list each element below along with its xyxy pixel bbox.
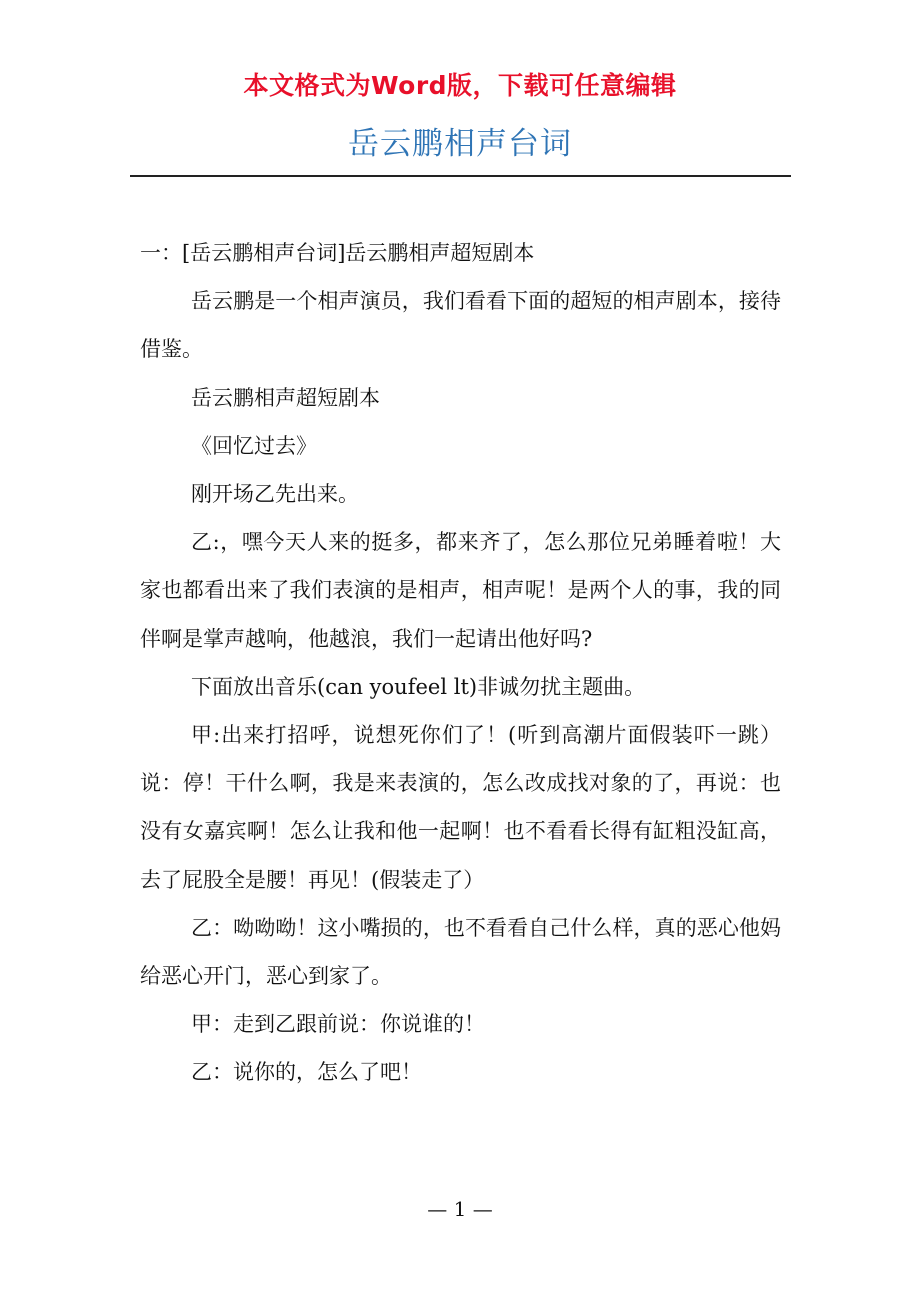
page-number: — 1 — [427,1197,493,1221]
section-heading: 一：[岳云鹏相声台词]岳云鹏相声超短剧本 [140,241,535,265]
paragraph: 下面放出音乐(can youfeel lt)非诚勿扰主题曲。 [191,674,646,699]
paragraph: 岳云鹏相声超短剧本 [191,385,380,410]
title-divider [130,175,791,177]
paragraph: 《回忆过去》 [191,433,317,458]
paragraph: 乙：呦呦呦！这小嘴损的，也不看看自己什么样，真的恶心他妈给恶心开门，恶心到家了。 [140,915,781,989]
paragraph: 乙：说你的，怎么了吧！ [191,1060,422,1085]
paragraph: 岳云鹏是一个相声演员，我们看看下面的超短的相声剧本，接待借鉴。 [140,289,781,362]
paragraph: 乙:，嘿今天人来的挺多，都来齐了，怎么那位兄弟睡着啦！大家也都看出来了我们表演的是相声，相声呢！是两个人的事，我的同伴啊是掌声越响，他越浪，我们一起请出他好吗? [140,530,781,651]
format-notice-banner: 本文格式为Word版，下载可任意编辑 [243,71,677,100]
document-body [140,229,781,1097]
paragraph: 甲：走到乙跟前说：你说谁的！ [191,1012,485,1037]
paragraph: 刚开场乙先出来。 [191,482,359,507]
paragraph: 甲:出来打招呼，说想死你们了！(听到高潮片面假装吓一跳）说：停！干什么啊，我是来表演的，怎么改成找对象的了，再说：也没有女嘉宾啊！怎么让我和他一起啊！也不看看长得有缸粗没缸高，去了屁股全是腰！再见！(假装走了） [140,723,781,892]
document-title: 岳云鹏相声台词 [348,126,572,162]
